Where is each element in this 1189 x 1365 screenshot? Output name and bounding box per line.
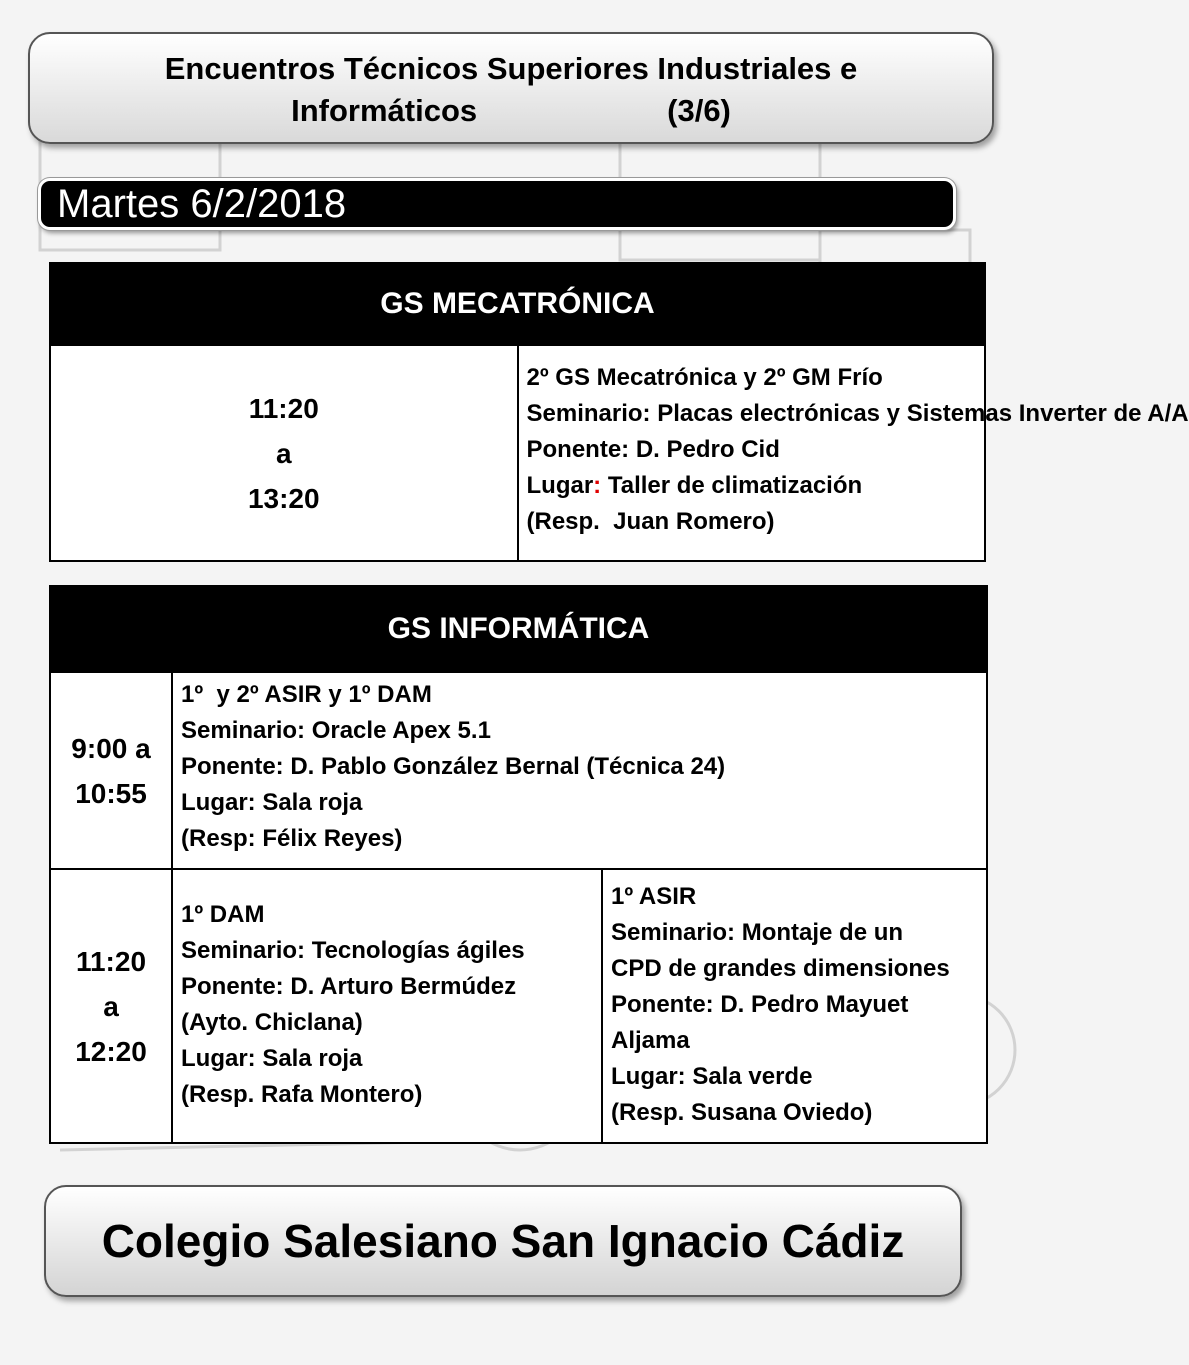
mecatronica-table [49,262,1189,562]
header-title-informaticos: Informáticos [291,93,478,128]
mecatronica-time: 11:20 a 13:20 [50,345,518,561]
informatica-session2-time: 11:20 a 12:20 [50,869,172,1143]
session1-group: 1º y 2º ASIR y 1º DAM [181,681,432,708]
session1-seminar: Seminario: Oracle Apex 5.1 [181,717,491,744]
mecatronica-title: GS MECATRÓNICA [50,263,985,345]
mecatronica-speaker: Ponente: D. Pedro Cid [526,436,780,463]
session2-left-speaker2: (Ayto. Chiclana) [181,1009,363,1036]
informatica-session1-details [172,672,987,869]
session1-speaker: Ponente: D. Pablo González Bernal (Técnica 24) [181,753,726,780]
mecatronica-group: 2º GS Mecatrónica y 2º GM Frío [526,364,883,391]
session2-right-place: Lugar: Sala verde [611,1063,813,1090]
mecatronica-resp: (Resp. Juan Romero) [526,508,775,535]
session2-right-speaker2: Aljama [611,1027,690,1054]
session1-resp: (Resp: Félix Reyes) [181,825,403,852]
mecatronica-place: Lugar: Taller de climatización [526,472,863,499]
informatica-session2-right [602,869,987,1143]
session2-left-speaker: Ponente: D. Arturo Bermúdez [181,973,517,1000]
footer-banner: Colegio Salesiano San Ignacio Cádiz [44,1185,962,1297]
session2-left-place: Lugar: Sala roja [181,1045,363,1072]
mecatronica-seminar: Seminario: Placas electrónicas y Sistemas Inverter de A/A [526,400,1189,427]
session2-left-group: 1º DAM [181,901,265,928]
header-title-line2 [30,90,992,132]
session2-right-seminar1: Seminario: Montaje de un [611,919,904,946]
session2-left-resp: (Resp. Rafa Montero) [181,1081,423,1108]
header-title-line1: Encuentros Técnicos Superiores Industriales e [164,51,858,86]
session2-right-group: 1º ASIR [611,883,697,910]
session1-place: Lugar: Sala roja [181,789,363,816]
session2-left-seminar: Seminario: Tecnologías ágiles [181,937,525,964]
informatica-session2-left [172,869,602,1143]
informatica-session1-time: 9:00 a 10:55 [50,672,172,869]
date-bar: Martes 6/2/2018 [38,178,956,230]
header-page-count: (3/6) [667,93,731,128]
informatica-table [49,585,988,1144]
informatica-title: GS INFORMÁTICA [50,586,987,672]
session2-right-resp: (Resp. Susana Oviedo) [611,1099,873,1126]
mecatronica-details [518,345,1189,561]
header-banner [28,32,994,144]
session2-right-speaker1: Ponente: D. Pedro Mayuet [611,991,909,1018]
session2-right-seminar2: CPD de grandes dimensiones [611,955,950,982]
